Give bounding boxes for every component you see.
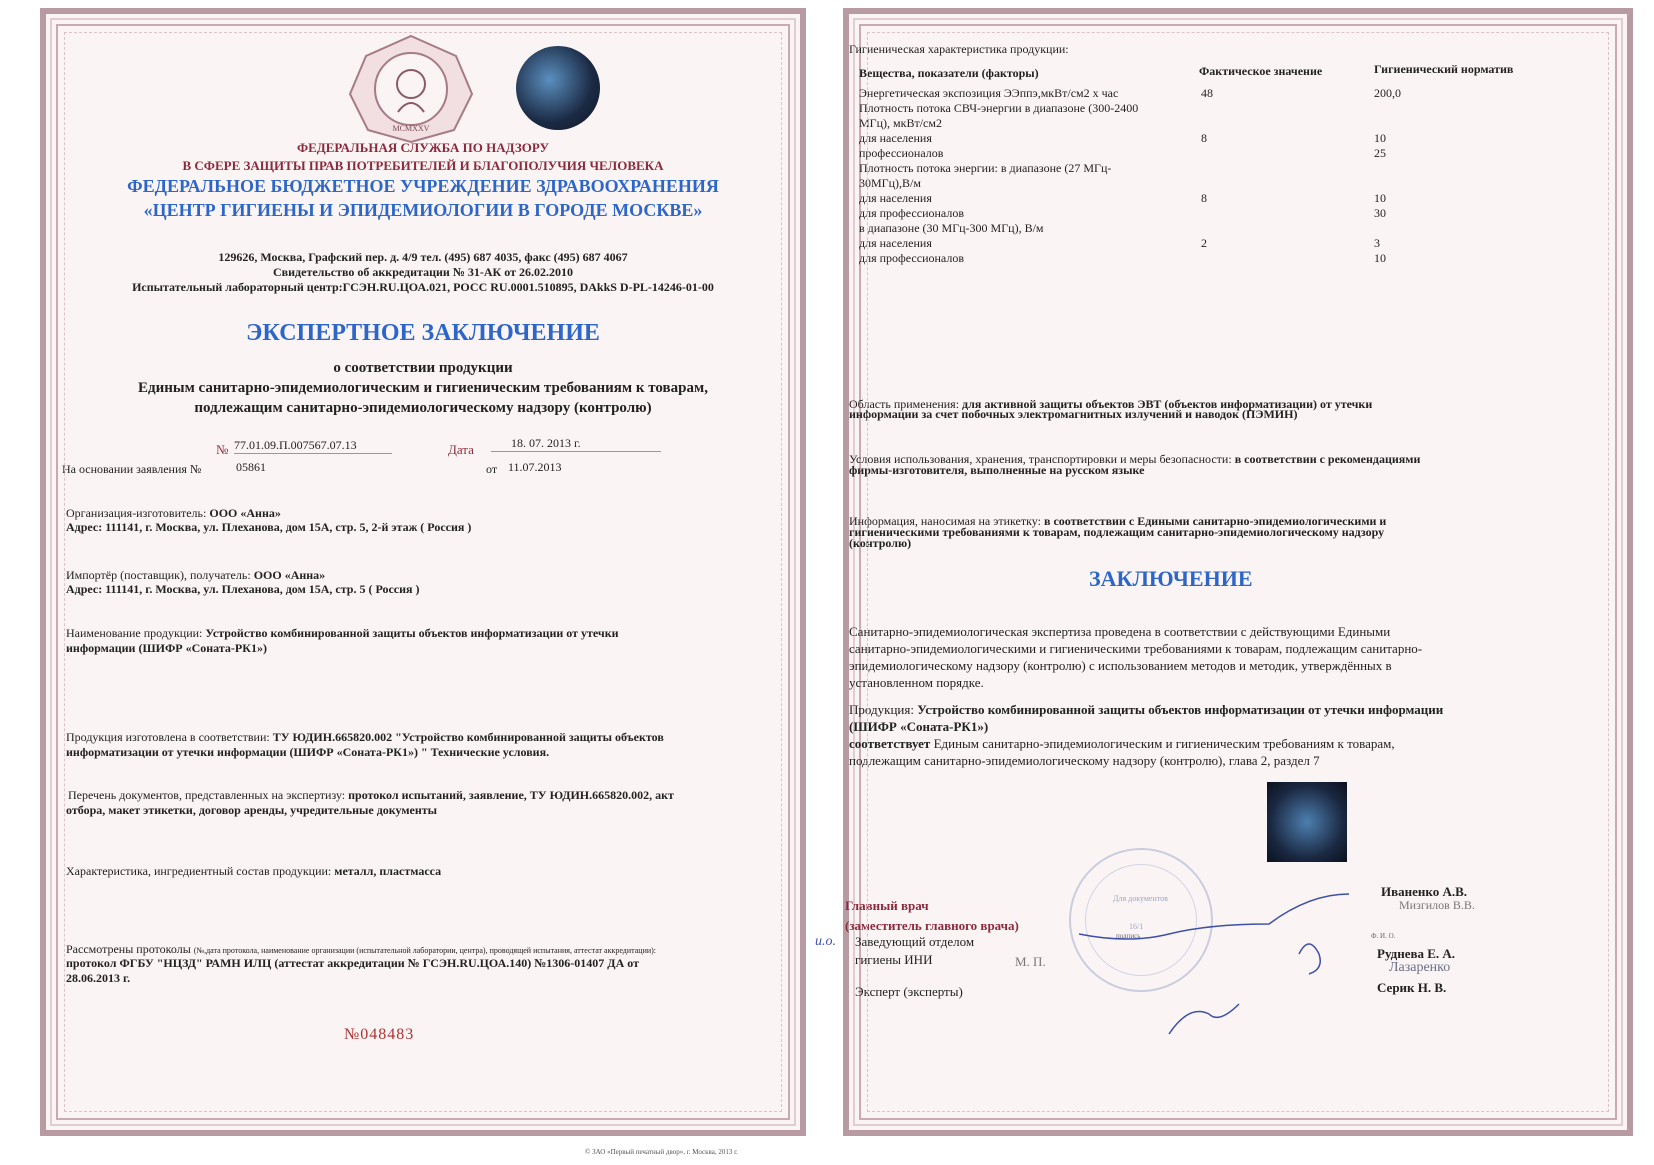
subtitle-line1: о соответствии продукции — [333, 360, 513, 376]
table-cell-factor: МГц), мкВт/см2 — [859, 116, 942, 130]
conclusion-p1-line1: Санитарно-эпидемиологическая экспертиза проведена в соответствии с действующими Едиными — [849, 624, 1391, 639]
fio-label: Ф. И. О. — [1371, 932, 1396, 940]
table-caption: Гигиеническая характеристика продукции: — [849, 42, 1069, 56]
composition-value: металл, пластмасса — [334, 864, 442, 878]
table-cell-norm: 25 — [1374, 146, 1386, 160]
conclusion-p1-line4: установленном порядке. — [849, 675, 984, 690]
subtitle-line2: Единым санитарно-эпидемиологическим и гигиеническим требованиям к товарам, — [138, 380, 708, 396]
lab-center: Испытательный лабораторный центр:ГСЭН.RU.ЦОА.021, РОСС RU.0001.510895, DAkkS D-PL-14246-01-00 — [132, 280, 714, 294]
basis-from-label: от — [486, 462, 498, 476]
label-info-line3: (контролю) — [849, 536, 912, 550]
conclusion-title: ЗАКЛЮЧЕНИЕ — [1089, 566, 1253, 591]
name-2: Руднева Е. А. — [1377, 946, 1456, 961]
hologram-seal-icon — [516, 46, 600, 130]
importer-address: Адрес: 111141, г. Москва, ул. Плеханова, дом 15А, стр. 5 ( Россия ) — [66, 582, 420, 596]
certificate-page-left — [40, 8, 806, 1136]
name-1: Иваненко А.В. — [1381, 884, 1468, 899]
manufacturer-label: Организация-изготовитель: — [66, 506, 207, 520]
name-3: Серик Н. В. — [1377, 980, 1447, 995]
product-value-line1: Устройство комбинированной защиты объектов информатизации от утечки — [205, 626, 619, 640]
scope-value-line2: информации за счет побочных электромагнитных излучений и наводок (ПЭМИН) — [849, 407, 1298, 421]
basis-date: 11.07.2013 — [508, 460, 562, 474]
docs-value-line1: протокол испытаний, заявление, ТУ ЮДИН.665820.002, акт — [348, 788, 674, 802]
scope-label: Область применения: — [849, 397, 960, 411]
document-title: ЭКСПЕРТНОЕ ЗАКЛЮЧЕНИЕ — [246, 320, 600, 346]
serial-number: №048483 — [344, 1026, 415, 1043]
protocols-value-line2: 28.06.2013 г. — [66, 971, 131, 985]
name-2-stamp: Лазаренко — [1389, 960, 1451, 975]
deputy-chief: (заместитель главного врача) — [845, 918, 1019, 933]
table-cell-factor: 30МГц),В/м — [859, 176, 921, 190]
product-value-line2: информации (ШИФР «Соната-РК1») — [66, 641, 267, 655]
institution-line1: ФЕДЕРАЛЬНОЕ БЮДЖЕТНОЕ УЧРЕЖДЕНИЕ ЗДРАВООХРАНЕНИЯ — [127, 176, 719, 196]
composition-label: Характеристика, ингредиентный состав продукции: — [66, 864, 332, 878]
table-cell-actual: 8 — [1201, 191, 1207, 205]
protocols-label: Рассмотрены протоколы — [66, 942, 191, 956]
head-dept-line2: гигиены ИНИ — [855, 952, 933, 967]
table-cell-factor: Плотность потока энергии: в диапазоне (27 МГц- — [859, 161, 1112, 175]
subtitle-line3: подлежащим санитарно-эпидемиологическому надзору (контролю) — [194, 400, 652, 416]
experts-label: Эксперт (эксперты) — [855, 984, 963, 999]
conclusion-p1-line2: санитарно-эпидемиологическими и гигиеническими требованиями к товарам, подлежащим санитарно- — [849, 641, 1423, 656]
table-cell-factor: для населения — [859, 236, 932, 250]
number-label: № — [216, 442, 229, 457]
institution-line2: «ЦЕНТР ГИГИЕНЫ И ЭПИДЕМИОЛОГИИ В ГОРОДЕ МОСКВЕ» — [143, 200, 703, 220]
complies-label: соответствует — [849, 736, 931, 751]
emblem-year: MCMXXV — [392, 124, 430, 133]
conclusion-product-line1: Устройство комбинированной защиты объектов информатизации от утечки информации — [917, 702, 1444, 717]
table-cell-factor: Энергетическая экспозиция ЭЭппэ,мкВт/см2 x час — [859, 86, 1119, 100]
date-label: Дата — [448, 442, 474, 457]
stamp-number: 16/1 — [1129, 922, 1144, 931]
certificate-page-right — [815, 8, 1633, 1136]
conditions-value-line2: фирмы-изготовителя, выполненные на русском языке — [849, 463, 1145, 477]
table-cell-factor: в диапазоне (30 МГц-300 МГц), В/м — [859, 221, 1044, 235]
mp-label: М. П. — [1015, 954, 1046, 969]
table-cell-factor: для профессионалов — [859, 206, 965, 220]
table-cell-norm: 30 — [1374, 206, 1386, 220]
table-cell-factor: Плотность потока СВЧ-энергии в диапазоне (300-2400 — [859, 101, 1139, 115]
table-header-factor: Вещества, показатели (факторы) — [859, 66, 1039, 80]
manufacturer-value: ООО «Анна» — [209, 506, 281, 520]
conclusion-p1-line3: эпидемиологическому надзору (контролю) с использованием методов и методик, утверждённых в — [849, 658, 1392, 673]
product-label: Наименование продукции: — [66, 626, 203, 640]
table-cell-factor: профессионалов — [859, 146, 944, 160]
signature-label: подпись — [1116, 932, 1141, 940]
basis-label: На основании заявления № — [62, 462, 202, 476]
table-header-norm: Гигиенический норматив — [1374, 62, 1514, 76]
table-cell-norm: 10 — [1374, 191, 1386, 205]
table-cell-factor: для профессионалов — [859, 251, 965, 265]
hologram-seal-icon — [1267, 782, 1347, 862]
institution-address: 129626, Москва, Графский пер. д. 4/9 тел. (495) 687 4035, факс (495) 687 4067 — [218, 250, 628, 264]
conclusion-product-line2: (ШИФР «Соната-РК1») — [849, 719, 989, 734]
docs-value-line2: отбора, макет этикетки, договор аренды, учредительные документы — [66, 803, 438, 817]
made-per-label: Продукция изготовлена в соответствии: — [66, 730, 270, 744]
label-info-line1: в соответствии с Едиными санитарно-эпидемиологическими и — [1043, 514, 1387, 528]
manufacturer-address: Адрес: 111141, г. Москва, ул. Плеханова, дом 15А, стр. 5, 2-й этаж ( Россия ) — [66, 520, 472, 534]
signatures-icon — [1069, 864, 1369, 1054]
chief-doctor: Главный врач — [845, 898, 929, 913]
importer-value: ООО «Анна» — [253, 568, 326, 582]
table-cell-actual: 8 — [1201, 131, 1207, 145]
agency-emblem-icon — [346, 34, 476, 144]
conclusion-product-label: Продукция: — [849, 702, 914, 717]
name-1-crossed: Мизгилов В.В. — [1399, 898, 1475, 912]
docs-label: Перечень документов, представленных на экспертизу: — [68, 788, 346, 802]
conditions-value-line1: в соответствии с рекомендациями — [1234, 452, 1421, 466]
complies-value-line2: подлежащим санитарно-эпидемиологическому надзору (контролю), глава 2, раздел 7 — [849, 753, 1320, 768]
table-cell-actual: 48 — [1201, 86, 1213, 100]
complies-value-line1: Единым санитарно-эпидемиологическим и гигиеническим требованиям к товарам, — [933, 736, 1395, 751]
table-cell-actual: 2 — [1201, 236, 1207, 250]
accreditation-certificate: Свидетельство об аккредитации № 31-АК от 26.02.2010 — [273, 265, 573, 279]
table-cell-factor: для населения — [859, 191, 932, 205]
importer-label: Импортёр (поставщик), получатель: — [66, 568, 251, 582]
table-cell-norm: 3 — [1374, 236, 1380, 250]
agency-line2: В СФЕРЕ ЗАЩИТЫ ПРАВ ПОТРЕБИТЕЛЕЙ И БЛАГОПОЛУЧИЯ ЧЕЛОВЕКА — [182, 158, 664, 173]
label-info-label: Информация, наносимая на этикетку: — [849, 514, 1041, 528]
made-per-value-line2: информатизации от утечки информации (ШИФР «Соната-РК1») " Технические условия. — [66, 745, 550, 759]
printer-note: © ЗАО «Первый печатный двор», г. Москва, 2013 г. — [585, 1148, 738, 1156]
protocols-value-line1: протокол ФГБУ "НЦЗД" РАМН ИЛЦ (аттестат аккредитации № ГСЭН.RU.ЦОА.140) №1306-01407 ДА от — [66, 956, 639, 970]
agency-line1: ФЕДЕРАЛЬНАЯ СЛУЖБА ПО НАДЗОРУ — [296, 140, 550, 155]
date-value: 18. 07. 2013 г. — [491, 436, 661, 452]
table-cell-factor: для населения — [859, 131, 932, 145]
made-per-value-line1: ТУ ЮДИН.665820.002 "Устройство комбинированной защиты объектов — [272, 730, 664, 744]
basis-number: 05861 — [236, 460, 266, 474]
table-header-actual: Фактическое значение — [1199, 64, 1323, 78]
acting-mark: и.о. — [815, 934, 836, 949]
table-cell-norm: 10 — [1374, 131, 1386, 145]
head-dept-line1: Заведующий отделом — [855, 934, 975, 949]
label-info-line2: гигиеническими требованиями к товарам, подлежащим санитарно-эпидемиологическому надзору — [849, 525, 1385, 539]
conditions-label: Условия использования, хранения, транспортировки и меры безопасности: — [849, 452, 1232, 466]
table-cell-norm: 10 — [1374, 251, 1386, 265]
number-value: 77.01.09.П.007567.07.13 — [234, 438, 392, 454]
protocols-note: (№,дата протокола, наименование организации (испытательной лаборатории, центра), проводящей испытания, аттестат аккредитации): — [193, 946, 657, 955]
table-cell-norm: 200,0 — [1374, 86, 1401, 100]
scope-value-line1: для активной защиты объектов ЭВТ (объектов информатизации) от утечки — [962, 397, 1373, 411]
stamp-text: Для документов — [1113, 894, 1168, 903]
